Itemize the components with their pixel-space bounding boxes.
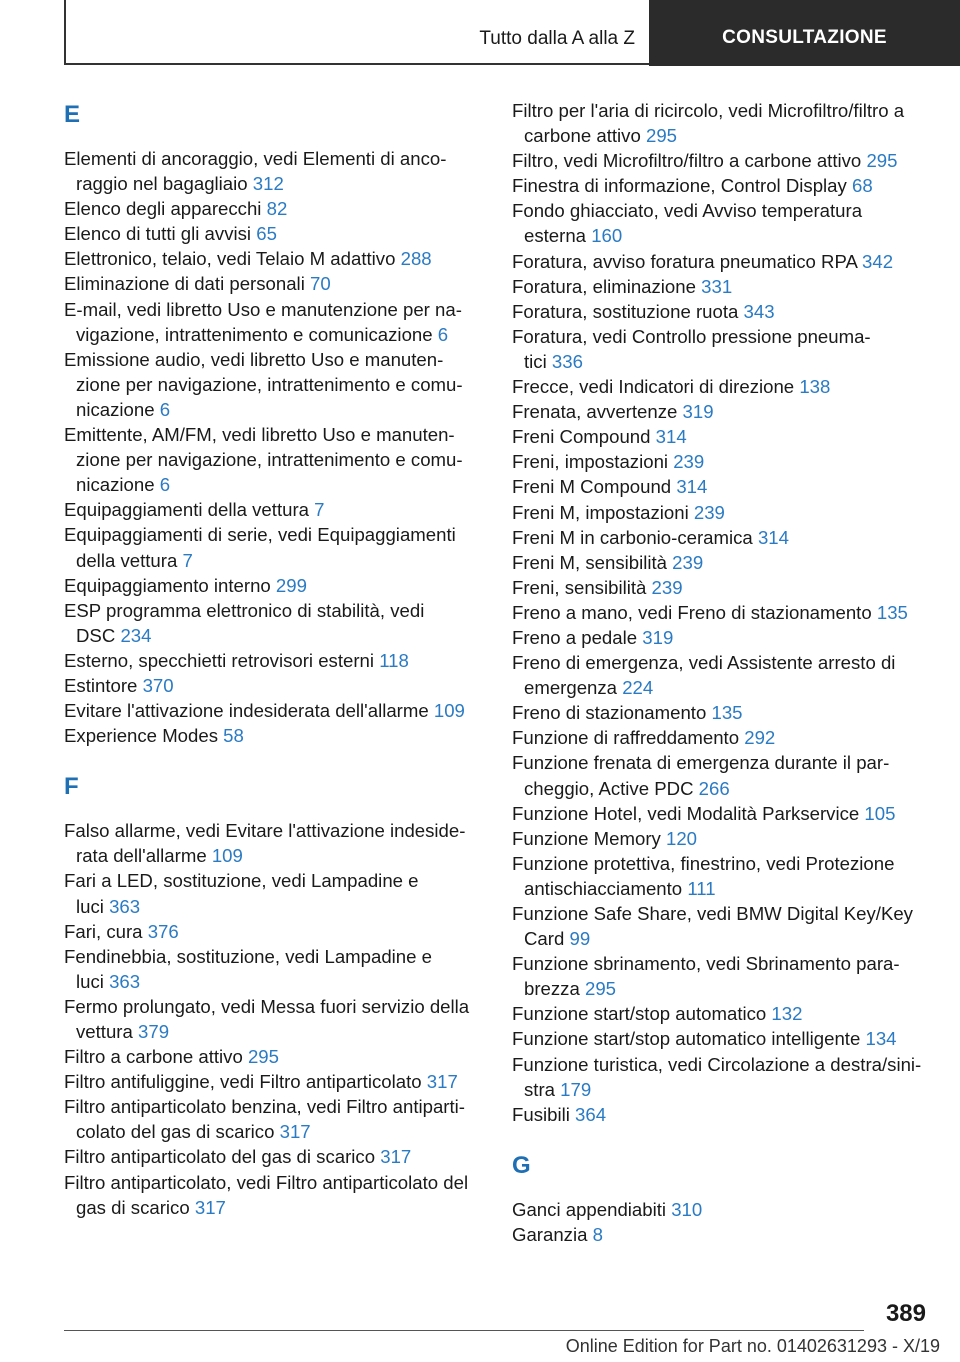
page-reference-link[interactable]: 317 xyxy=(279,1121,311,1143)
index-entry-text: Elenco degli apparecchi xyxy=(64,198,262,220)
index-entry-text: della vettura xyxy=(76,549,178,571)
page-reference-link[interactable]: 82 xyxy=(266,198,288,220)
index-entry-text: Elementi di ancoraggio, vedi Elementi di anco- xyxy=(64,148,447,169)
index-entry xyxy=(512,474,932,499)
index-entry xyxy=(512,449,932,474)
index-entry-text: Filtro, vedi Microfiltro/filtro a carbone attivo xyxy=(512,150,862,172)
index-entry xyxy=(512,750,932,800)
page-reference-link[interactable]: 370 xyxy=(142,674,174,696)
index-entry-text: zione per navigazione, intrattenimento e comu- xyxy=(76,449,463,471)
index-entry xyxy=(512,550,932,575)
index-entry xyxy=(512,148,932,173)
index-entry xyxy=(64,1094,484,1144)
page-reference-link[interactable]: 288 xyxy=(400,248,432,270)
index-entry-text: Fondo ghiacciato, vedi Avviso temperatura xyxy=(512,200,863,222)
index-entry xyxy=(512,1197,932,1222)
index-entry xyxy=(512,198,932,248)
index-entry xyxy=(64,1170,484,1220)
footer-edition: Online Edition for Part no. 01402631293 - X/19 xyxy=(565,1336,940,1356)
index-entry-text: Funzione turistica, vedi Circolazione a destra/sini- xyxy=(512,1053,922,1075)
index-entry-text: Equipaggiamenti della vettura xyxy=(64,499,309,521)
page-reference-link[interactable]: 379 xyxy=(138,1021,170,1042)
page-reference-link[interactable]: 118 xyxy=(379,649,409,671)
index-entry xyxy=(64,818,484,868)
page-reference-link[interactable]: 239 xyxy=(673,451,705,473)
index-entry-text: DSC xyxy=(76,624,116,646)
index-entry-text: Foratura, vedi Controllo pressione pneuma- xyxy=(512,325,871,347)
page-reference-link[interactable]: 314 xyxy=(757,526,789,548)
index-entry-text: Fusibili xyxy=(512,1103,570,1125)
page-reference-link[interactable]: 8 xyxy=(592,1223,603,1245)
index-entry xyxy=(64,271,484,296)
page-reference-link[interactable]: 109 xyxy=(433,700,465,722)
index-entry-text: Emittente, AM/FM, vedi libretto Uso e manuten- xyxy=(64,424,455,446)
index-entry xyxy=(64,573,484,598)
index-entry xyxy=(512,374,932,399)
index-entry xyxy=(512,650,932,700)
index-entry-text: Freni Compound xyxy=(512,426,651,448)
index-entry-text: Funzione protettiva, finestrino, vedi Protezione xyxy=(512,852,895,874)
index-entry xyxy=(512,1001,932,1026)
page-reference-link[interactable]: 99 xyxy=(569,928,591,950)
page-reference-link[interactable]: 224 xyxy=(622,677,654,699)
index-column-right xyxy=(512,98,932,1247)
page-reference-link[interactable]: 65 xyxy=(256,223,277,245)
index-entry xyxy=(64,221,484,246)
index-entry-text: Equipaggiamenti di serie, vedi Equipaggiamenti xyxy=(64,524,456,546)
index-letter-heading: G xyxy=(512,1151,531,1179)
page-reference-link[interactable]: 319 xyxy=(642,626,674,648)
index-entry-text: Elettronico, telaio, vedi Telaio M adattivo xyxy=(64,248,396,270)
page-reference-link[interactable]: 331 xyxy=(701,275,733,297)
index-entry-text: Filtro antifuliggine, vedi Filtro antiparticolato xyxy=(64,1071,422,1093)
index-entry xyxy=(512,98,932,148)
page-reference-link[interactable]: 58 xyxy=(223,725,244,747)
index-entry xyxy=(512,299,932,324)
page-reference-link[interactable]: 363 xyxy=(109,970,141,992)
page-reference-link[interactable]: 239 xyxy=(651,576,683,598)
page-reference-link[interactable]: 314 xyxy=(655,426,687,448)
page-reference-link[interactable]: 6 xyxy=(159,398,171,420)
index-entry xyxy=(64,673,484,698)
page-reference-link[interactable]: 312 xyxy=(252,173,284,195)
page-reference-link[interactable]: 299 xyxy=(275,574,307,596)
index-entry xyxy=(64,297,484,347)
index-entry xyxy=(512,1052,932,1102)
page-reference-link[interactable]: 138 xyxy=(799,376,831,398)
index-entry-text: Fermo prolungato, vedi Messa fuori servizio della xyxy=(64,995,470,1017)
index-entry-text: gas di scarico xyxy=(76,1196,190,1218)
index-entry xyxy=(64,698,484,723)
footer-rule xyxy=(64,1330,864,1331)
index-entry-text: Freno di stazionamento xyxy=(512,702,707,724)
page-reference-link[interactable]: 317 xyxy=(380,1146,412,1168)
index-entry xyxy=(512,600,932,625)
page-reference-link[interactable]: 179 xyxy=(560,1078,592,1100)
index-entry-text: Funzione Safe Share, vedi BMW Digital Key/Key xyxy=(512,903,913,924)
page-reference-link[interactable]: 266 xyxy=(698,777,730,799)
page-reference-link[interactable]: 295 xyxy=(645,125,678,147)
index-entry-text: Elenco di tutti gli avvisi xyxy=(64,223,252,245)
page-reference-link[interactable]: 239 xyxy=(672,551,704,573)
page-reference-link[interactable]: 105 xyxy=(864,802,896,824)
index-entry-text: Fari, cura xyxy=(64,920,143,942)
section-title: Tutto dalla A alla Z xyxy=(479,28,635,49)
index-entry-text: Funzione Hotel, vedi Modalità Parkservice xyxy=(512,802,860,824)
page-reference-link[interactable]: 68 xyxy=(852,175,873,197)
index-entry-text: Freni M, sensibilità xyxy=(512,551,667,573)
page-reference-link[interactable]: 310 xyxy=(671,1198,703,1220)
index-entry-text: vigazione, intrattenimento e comunicazione xyxy=(76,323,433,345)
page-reference-link[interactable]: 376 xyxy=(147,920,179,942)
index-entry xyxy=(512,1102,932,1127)
page-number: 389 xyxy=(885,1300,926,1327)
index-entry-text: Funzione sbrinamento, vedi Sbrinamento para- xyxy=(512,953,900,975)
page-reference-link[interactable]: 295 xyxy=(247,1046,279,1068)
index-entry-text: Evitare l'attivazione indesiderata dell'allarme xyxy=(64,700,429,722)
page-reference-link[interactable]: 6 xyxy=(159,474,171,496)
index-letter-heading: F xyxy=(64,773,79,801)
page-reference-link[interactable]: 363 xyxy=(109,895,141,917)
index-entry xyxy=(512,274,932,299)
index-entry-text: raggio nel bagagliaio xyxy=(76,173,248,195)
page-reference-link[interactable]: 120 xyxy=(665,827,698,849)
index-entry xyxy=(512,851,932,901)
index-entry-text: nicazione xyxy=(76,398,155,420)
page-reference-link[interactable]: 292 xyxy=(744,727,776,749)
index-entry-text: Freno di emergenza, vedi Assistente arresto di xyxy=(512,652,896,674)
page-reference-link[interactable]: 234 xyxy=(120,624,152,646)
index-entry xyxy=(512,625,932,650)
index-entry-text: Freno a mano, vedi Freno di stazionamento xyxy=(512,601,872,623)
page-reference-link[interactable]: 135 xyxy=(711,702,743,724)
index-entry-text: Estintore xyxy=(64,674,138,696)
index-entry-text: Funzione di raffreddamento xyxy=(512,727,740,749)
index-entry-text: Equipaggiamento interno xyxy=(64,574,271,596)
index-entry-text: stra xyxy=(524,1078,555,1100)
page-reference-link[interactable]: 7 xyxy=(314,499,325,521)
index-entry-text: Funzione Memory xyxy=(512,827,661,849)
index-column-left xyxy=(64,98,484,1220)
index-entry-text: Foratura, sostituzione ruota xyxy=(512,300,739,322)
page-reference-link[interactable]: 317 xyxy=(194,1196,226,1218)
page-reference-link[interactable]: 7 xyxy=(182,549,193,571)
index-entry-text: luci xyxy=(76,970,104,992)
index-entry xyxy=(512,249,932,274)
page-reference-link[interactable]: 319 xyxy=(682,401,714,423)
index-entry-text: esterna xyxy=(524,225,587,247)
index-entry-text: Eliminazione di dati personali xyxy=(64,273,305,295)
index-entry-text: Freni, impostazioni xyxy=(512,451,669,473)
index-entry-text: tici xyxy=(524,350,547,372)
page-reference-link[interactable]: 317 xyxy=(426,1071,458,1093)
index-entry-text: Frenata, avvertenze xyxy=(512,401,678,423)
page-reference-link[interactable]: 295 xyxy=(866,150,898,172)
index-entry xyxy=(512,826,932,851)
index-entry-text: Filtro antiparticolato del gas di scarico xyxy=(64,1146,376,1168)
index-entry-text: brezza xyxy=(524,978,580,1000)
page-reference-link[interactable]: 343 xyxy=(743,300,775,322)
index-entry xyxy=(512,324,932,374)
index-entry-text: nicazione xyxy=(76,474,155,496)
index-entry-text: colato del gas di scarico xyxy=(76,1121,275,1143)
index-entry xyxy=(512,575,932,600)
index-entry xyxy=(64,246,484,271)
index-entry-group xyxy=(64,146,484,748)
index-entry-text: Filtro antiparticolato benzina, vedi Filtro antiparti- xyxy=(64,1096,465,1118)
index-entry xyxy=(64,1044,484,1069)
index-entry xyxy=(64,944,484,994)
index-entry xyxy=(512,500,932,525)
index-entry-text: cheggio, Active PDC xyxy=(524,777,694,799)
index-entry xyxy=(64,1144,484,1169)
index-entry-text: Esterno, specchietti retrovisori esterni xyxy=(64,649,375,671)
index-entry-text: Experience Modes xyxy=(64,725,218,747)
index-entry-text: Falso allarme, vedi Evitare l'attivazione indeside- xyxy=(64,820,466,842)
index-entry-text: vettura xyxy=(76,1021,133,1042)
index-entry-text: Foratura, eliminazione xyxy=(512,275,696,297)
index-entry xyxy=(64,1069,484,1094)
page-reference-link[interactable]: 295 xyxy=(584,978,617,1000)
index-entry xyxy=(64,497,484,522)
index-entry xyxy=(64,723,484,748)
index-entry-text: Ganci appendiabiti xyxy=(512,1198,667,1220)
index-entry-text: Freni M, impostazioni xyxy=(512,501,689,523)
index-entry-text: Fendinebbia, sostituzione, vedi Lampadine e xyxy=(64,945,432,967)
index-entry xyxy=(64,994,484,1044)
index-entry-text: Filtro a carbone attivo xyxy=(64,1046,243,1068)
index-entry-text: Filtro antiparticolato, vedi Filtro antiparticolato del xyxy=(64,1171,469,1193)
index-entry xyxy=(64,422,484,497)
page-reference-link[interactable]: 364 xyxy=(575,1103,607,1125)
index-entry-text: Funzione frenata di emergenza durante il par- xyxy=(512,752,890,774)
index-entry-text: ESP programma elettronico di stabilità, vedi xyxy=(64,599,425,621)
index-entry-text: Foratura, avviso foratura pneumatico RPA xyxy=(512,250,857,272)
page-reference-link[interactable]: 70 xyxy=(310,273,331,295)
index-entry xyxy=(64,522,484,572)
index-entry xyxy=(512,801,932,826)
index-entry-text: Freni, sensibilità xyxy=(512,576,647,598)
page-reference-link[interactable]: 336 xyxy=(551,350,583,372)
index-entry xyxy=(64,919,484,944)
index-entry-text: zione per navigazione, intrattenimento e comu- xyxy=(76,373,463,395)
index-entry-text: rata dell'allarme xyxy=(76,845,207,867)
index-entry-text: Funzione start/stop automatico xyxy=(512,1003,767,1025)
index-entry-text: antischiacciamento xyxy=(524,877,683,899)
header-rule-left xyxy=(64,0,66,64)
index-entry-text: luci xyxy=(76,895,104,917)
page-reference-link[interactable]: 6 xyxy=(437,323,449,345)
index-letter-heading: E xyxy=(64,101,81,128)
index-entry xyxy=(512,173,932,198)
index-entry-text: Freni M Compound xyxy=(512,476,672,498)
chapter-title: CONSULTAZIONE xyxy=(722,27,887,48)
index-entry xyxy=(64,598,484,648)
page-reference-link[interactable]: 134 xyxy=(865,1028,897,1050)
page-reference-link[interactable]: 314 xyxy=(676,476,708,498)
index-entry xyxy=(64,146,484,196)
index-entry-text: E-mail, vedi libretto Uso e manutenzione per na- xyxy=(64,298,462,320)
index-entry-text: Card xyxy=(524,928,565,950)
header-rule-bottom xyxy=(64,63,649,65)
page-reference-link[interactable]: 109 xyxy=(211,845,243,867)
page-reference-link[interactable]: 342 xyxy=(862,250,894,272)
index-entry-text: Emissione audio, vedi libretto Uso e manuten- xyxy=(64,348,444,370)
page-reference-link[interactable]: 132 xyxy=(771,1003,803,1025)
index-entry xyxy=(64,868,484,918)
index-entry xyxy=(512,399,932,424)
index-entry xyxy=(512,1026,932,1051)
index-entry xyxy=(512,901,932,951)
index-entry-text: Funzione start/stop automatico intelligente xyxy=(512,1028,861,1050)
index-entry xyxy=(64,347,484,422)
index-entry xyxy=(64,196,484,221)
index-entry xyxy=(512,1222,932,1247)
chapter-tab xyxy=(649,0,960,66)
index-entry xyxy=(512,725,932,750)
index-entry xyxy=(64,648,484,673)
index-entry-group xyxy=(512,98,932,1127)
index-entry-text: Freno a pedale xyxy=(512,626,638,648)
index-entry-text: Frecce, vedi Indicatori di direzione xyxy=(512,376,795,398)
page-reference-link[interactable]: 111 xyxy=(687,877,716,899)
index-entry-text: carbone attivo xyxy=(524,125,641,147)
index-entry xyxy=(512,951,932,1001)
index-entry xyxy=(512,424,932,449)
index-entry-text: Finestra di informazione, Control Display xyxy=(512,175,847,197)
index-entry-text: emergenza xyxy=(524,677,618,699)
index-entry xyxy=(512,525,932,550)
index-entry-group xyxy=(512,1197,932,1247)
page-reference-link[interactable]: 239 xyxy=(693,501,725,523)
page-reference-link[interactable]: 160 xyxy=(591,225,623,247)
page-reference-link[interactable]: 135 xyxy=(876,601,908,623)
index-entry-text: Fari a LED, sostituzione, vedi Lampadine e xyxy=(64,870,419,892)
index-entry xyxy=(512,700,932,725)
index-entry-text: Filtro per l'aria di ricircolo, vedi Microfiltro/filtro a xyxy=(512,100,905,121)
index-entry-text: Freni M in carbonio-ceramica xyxy=(512,526,753,548)
index-entry-text: Garanzia xyxy=(512,1223,588,1245)
index-entry-group xyxy=(64,818,484,1220)
